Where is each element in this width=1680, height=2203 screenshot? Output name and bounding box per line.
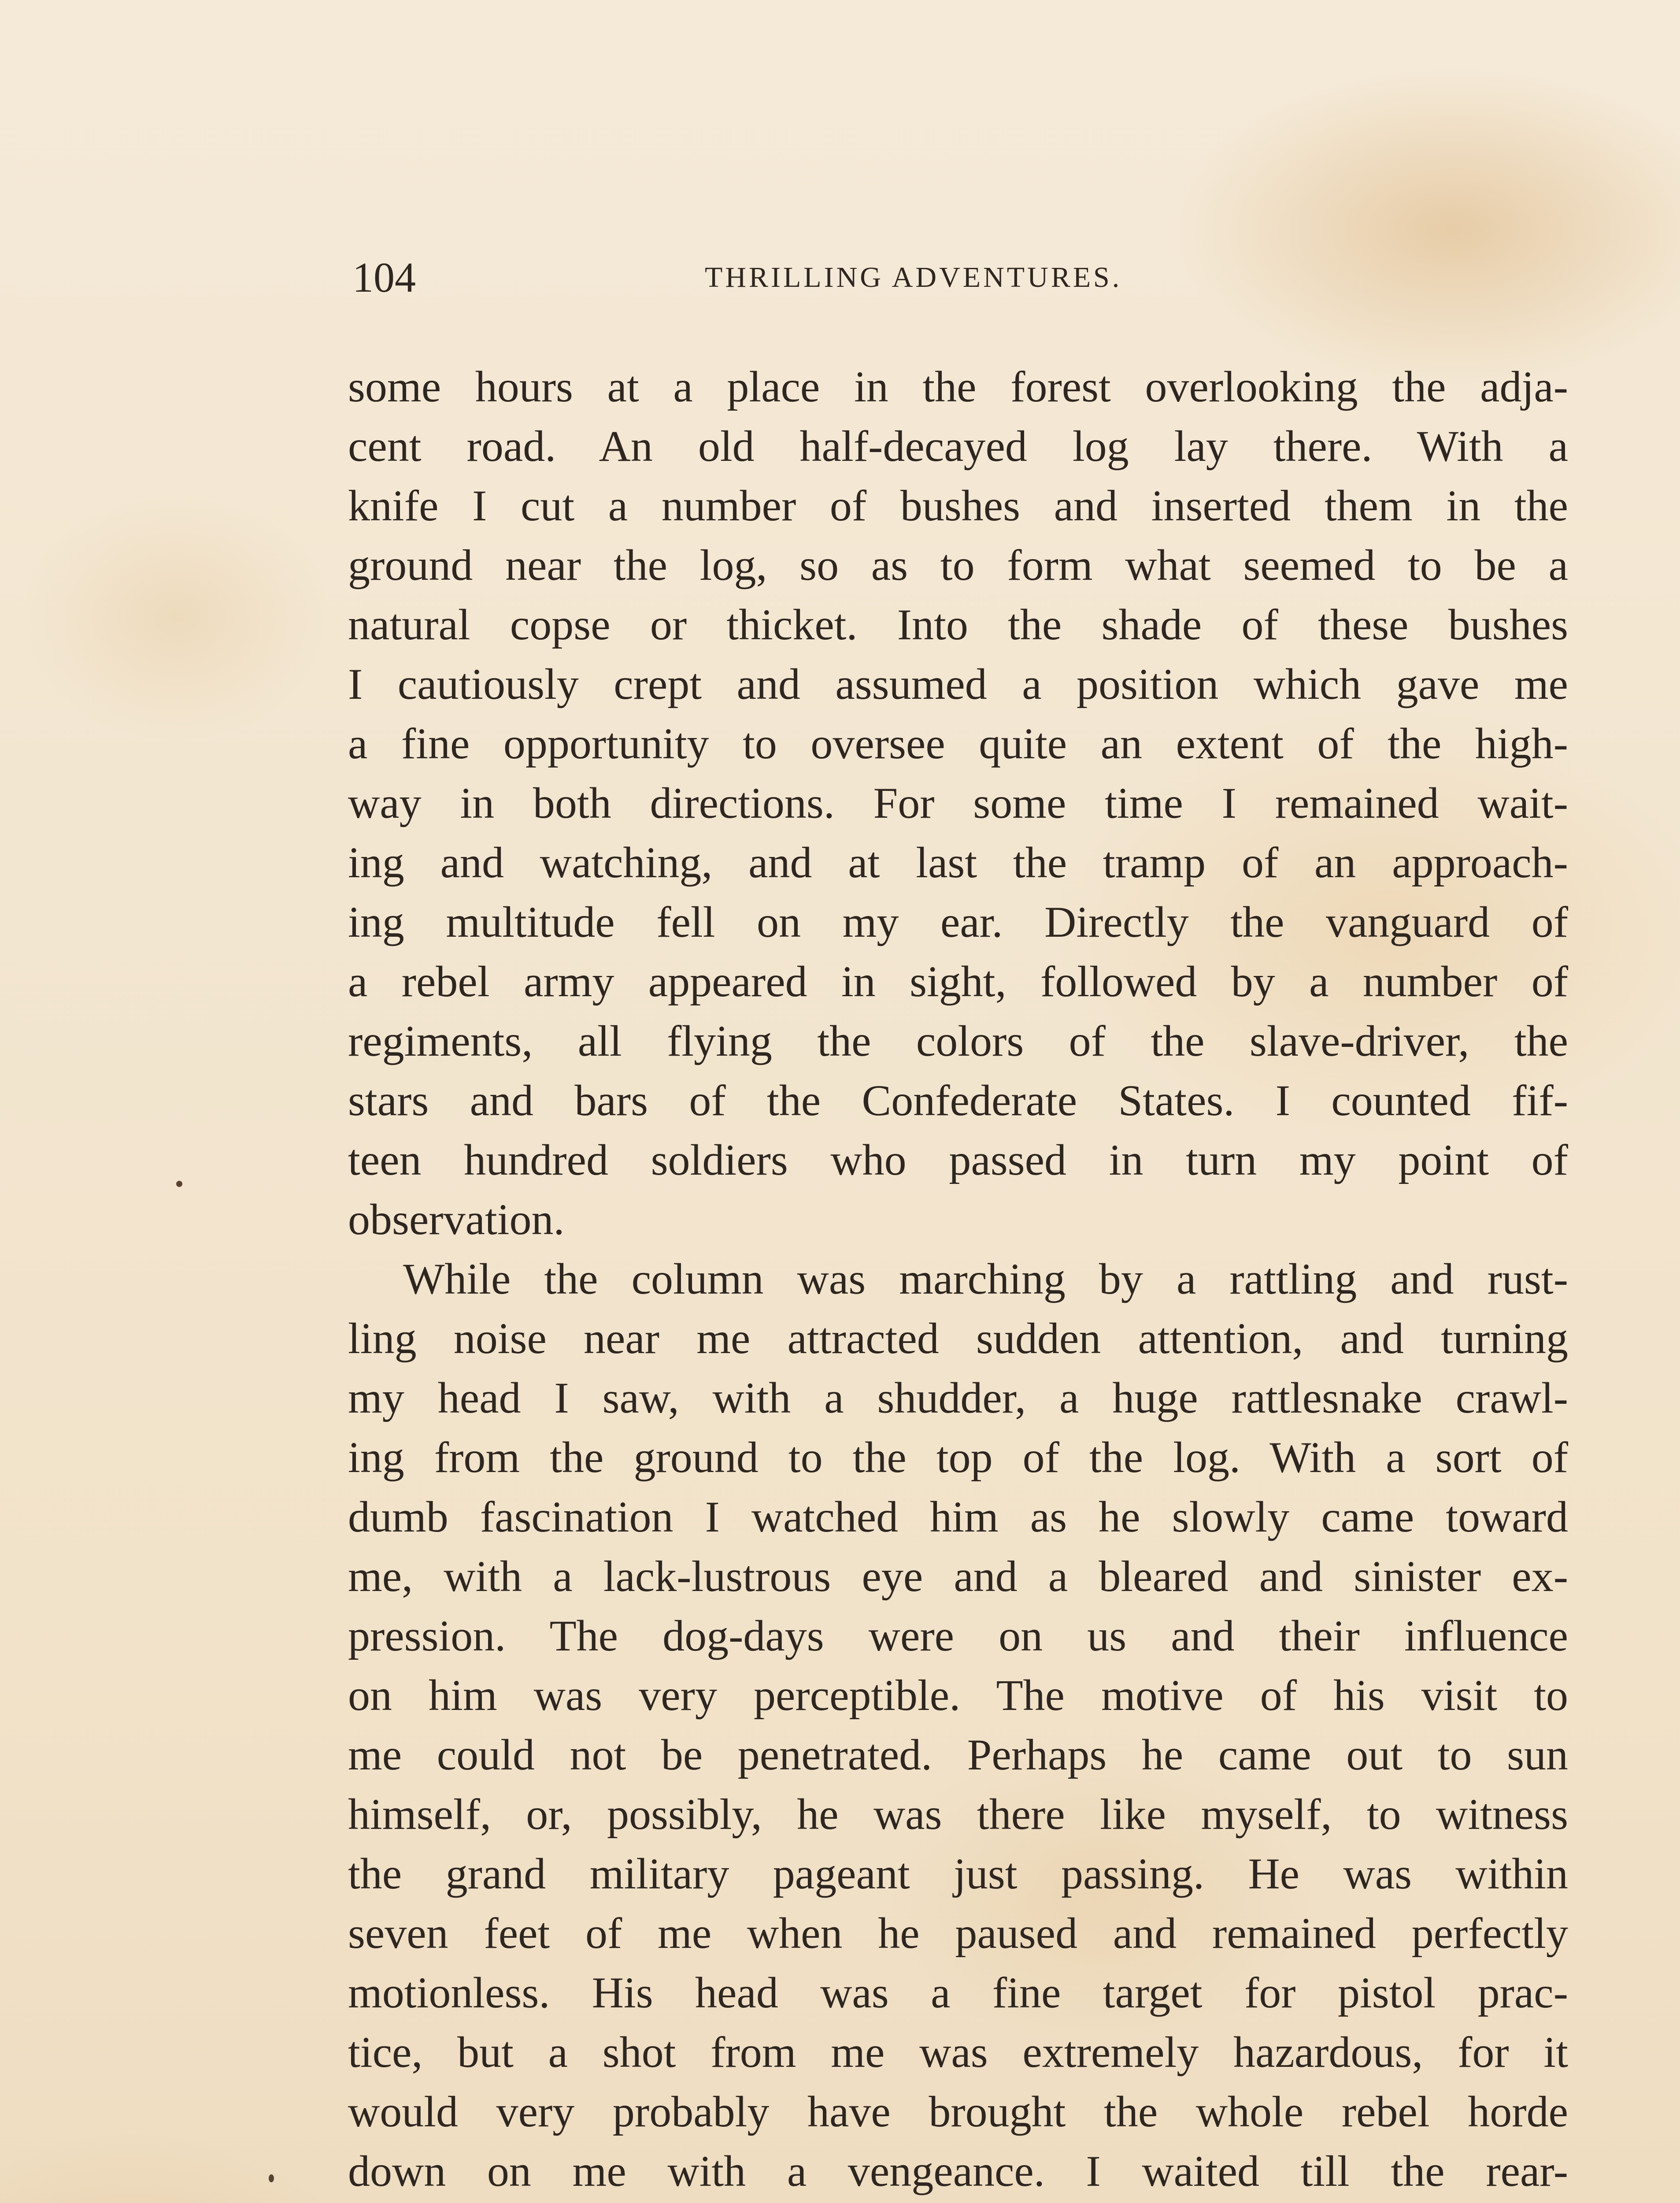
text-line: ing and watching, and at last the tramp of an approach- (348, 838, 1568, 887)
text-line: dumb fascination I watched him as he slowly came toward (348, 1492, 1568, 1541)
text-line: ling noise near me attracted sudden attention, and turning (348, 1314, 1568, 1363)
text-line: on him was very perceptible. The motive of his visit to (348, 1671, 1568, 1720)
paragraph-start-line: While the column was marching by a rattling and rust- (403, 1254, 1568, 1303)
page-header (352, 249, 1573, 306)
text-line: stars and bars of the Confederate States. I counted fif- (348, 1076, 1568, 1125)
text-line: some hours at a place in the forest overlooking the adja- (348, 362, 1568, 411)
text-line: I cautiously crept and assumed a position which gave me (348, 660, 1568, 708)
text-line: my head I saw, with a shudder, a huge rattlesnake crawl- (348, 1373, 1568, 1422)
page-number: 104 (352, 254, 416, 301)
text-line: way in both directions. For some time I remained wait- (348, 779, 1568, 827)
text-line: pression. The dog-days were on us and their influence (348, 1611, 1568, 1660)
text-line: natural copse or thicket. Into the shade of these bushes (348, 600, 1568, 649)
text-line: teen hundred soldiers who passed in turn my point of (348, 1135, 1568, 1184)
text-line: tice, but a shot from me was extremely hazardous, for it (348, 2028, 1568, 2077)
text-line: me could not be penetrated. Perhaps he came out to sun (348, 1730, 1568, 1779)
running-head: THRILLING ADVENTURES. (705, 261, 1122, 293)
text-line: a fine opportunity to oversee quite an extent of the high- (348, 719, 1568, 768)
text-line: regiments, all flying the colors of the slave-driver, the (348, 1016, 1568, 1065)
text-line: seven feet of me when he paused and remained perfectly (348, 1909, 1568, 1958)
text-line: the grand military pageant just passing. He was within (348, 1849, 1568, 1898)
ink-speck (176, 1181, 182, 1187)
text-line: ing from the ground to the top of the log. With a sort of (348, 1433, 1568, 1482)
text-line: himself, or, possibly, he was there like myself, to witness (348, 1790, 1568, 1839)
text-line: cent road. An old half-decayed log lay there. With a (348, 422, 1568, 471)
text-line: ground near the log, so as to form what seemed to be a (348, 541, 1568, 590)
text-line: me, with a lack-lustrous eye and a bleared and sinister ex- (348, 1552, 1568, 1601)
text-line: would very probably have brought the whole rebel horde (348, 2087, 1568, 2136)
text-line: ing multitude fell on my ear. Directly the vanguard of (348, 898, 1568, 946)
text-line: down on me with a vengeance. I waited till the rear- (348, 2147, 1568, 2196)
text-line: a rebel army appeared in sight, followed by a number of (348, 957, 1568, 1006)
paragraph-end-line: observation. (348, 1195, 565, 1244)
text-line (348, 2201, 1568, 2203)
text-line: knife I cut a number of bushes and inserted them in the (348, 481, 1568, 530)
body-text (348, 357, 1568, 2203)
ink-speck (269, 2174, 274, 2182)
text-line: motionless. His head was a fine target for pistol prac- (348, 1968, 1568, 2017)
